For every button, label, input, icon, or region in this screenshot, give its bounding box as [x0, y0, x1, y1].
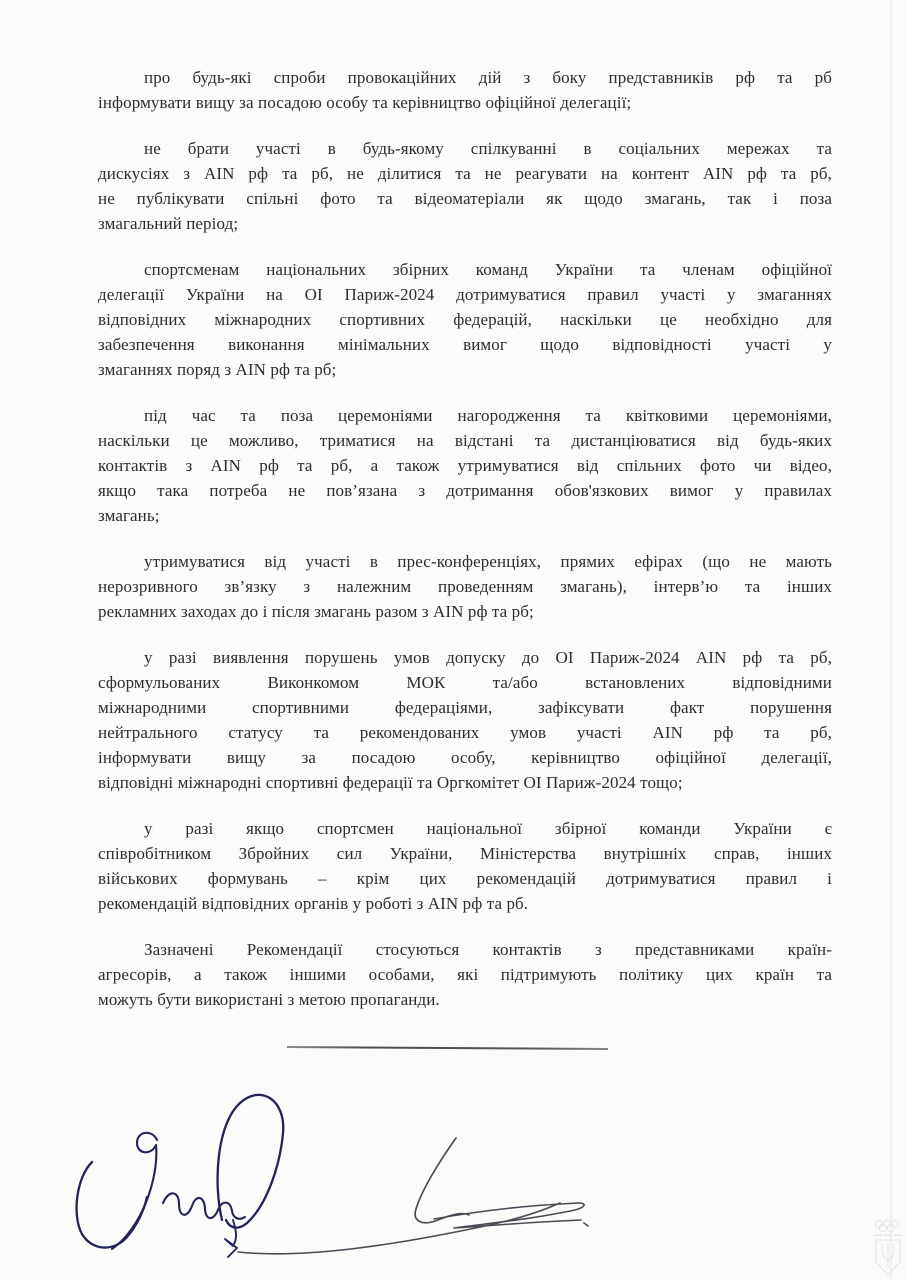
text-line: забезпечення виконання мінімальних вимог щодо відповідності участі у — [98, 335, 832, 354]
text-line: відповідних міжнародних спортивних федерацій, наскільки це необхідно для — [98, 310, 832, 329]
shield-trident-icon — [876, 1240, 900, 1275]
text-line: Зазначені Рекомендації стосуються контактів з представниками країн- — [144, 940, 832, 959]
text-line: міжнародними спортивними федераціями, зафіксувати факт порушення — [98, 698, 832, 717]
paragraph — [98, 645, 832, 795]
paragraph — [98, 257, 832, 382]
text-line: змаганнях поряд з AIN рф та рб; — [98, 360, 337, 379]
noc-ukraine-emblem-watermark — [866, 1218, 906, 1280]
text-line: не публікувати спільні фото та відеоматеріали як щодо змагань, так і поза — [98, 189, 832, 208]
text-line: змагань; — [98, 506, 160, 525]
text-line: рекомендацій відповідних органів у роботі з AIN рф та рб. — [98, 894, 529, 913]
paragraph — [98, 65, 832, 115]
text-line: нерозривного зв’язку з належним проведенням змагань), інтерв’ю та інших — [98, 577, 832, 596]
text-line: утримуватися від участі в прес-конференціях, прямих ефірах (що не мають — [144, 552, 832, 571]
text-line: інформувати вищу за посадою особу та керівництво офіційної делегації; — [98, 93, 632, 112]
text-line: інформувати вищу за посадою особу, керівництво офіційної делегації, — [98, 748, 832, 767]
text-line: про будь-які спроби провокаційних дій з боку представників рф та рб — [144, 68, 832, 87]
emblem-caption-bar — [874, 1235, 902, 1236]
document-body — [98, 65, 832, 1012]
text-line: у разі виявлення порушень умов допуску до ОІ Париж-2024 AIN рф та рб, — [144, 648, 832, 667]
text-line: контактів з AIN рф та рб, а також утримуватися від спільних фото чи відео, — [98, 456, 832, 475]
handwritten-signature — [60, 1070, 600, 1260]
text-line: під час та поза церемоніями нагородження та квітковими церемоніями, — [144, 406, 832, 425]
text-line: агресорів, а також іншими особами, які підтримують політику цих країн та — [98, 965, 832, 984]
text-line: делегації України на ОІ Париж-2024 дотримуватися правил участі у змаганнях — [98, 285, 832, 304]
olympic-rings-icon — [875, 1220, 898, 1231]
text-line: не брати участі в будь-якому спілкуванні в соціальних мережах та — [144, 139, 832, 158]
text-line: нейтрального статусу та рекомендованих умов участі AIN рф та рб, — [98, 723, 832, 742]
paragraph — [98, 136, 832, 236]
text-line: можуть бути використані з метою пропаганди. — [98, 990, 440, 1009]
text-line: співробітником Збройних сил України, Міністерства внутрішніх справ, інших — [98, 844, 832, 863]
text-line: якщо така потреба не пов’язана з дотримання обов'язкових вимог у правилах — [98, 481, 832, 500]
signature-divider-line — [287, 1046, 608, 1050]
text-line: рекламних заходах до і після змагань разом з AIN рф та рб; — [98, 602, 534, 621]
text-line: наскільки це можливо, триматися на відстані та дистанціюватися від будь-яких — [98, 431, 832, 450]
text-line: дискусіях з AIN рф та рб, не ділитися та не реагувати на контент AIN рф та рб, — [98, 164, 832, 183]
paragraph — [98, 937, 832, 1012]
text-line: спортсменам національних збірних команд України та членам офіційної — [144, 260, 832, 279]
paragraph — [98, 549, 832, 624]
scan-edge-line — [890, 0, 892, 1280]
text-line: змагальний період; — [98, 214, 239, 233]
text-line: відповідні міжнародні спортивні федерації та Оргкомітет ОІ Париж-2024 тощо; — [98, 773, 683, 792]
text-line: сформульованих Виконкомом МОК та/або встановлених відповідними — [98, 673, 832, 692]
text-line: військових формувань – крім цих рекомендацій дотримуватися правил і — [98, 869, 832, 888]
paragraph — [98, 816, 832, 916]
paragraph — [98, 403, 832, 528]
text-line: у разі якщо спортсмен національної збірної команди України є — [144, 819, 832, 838]
